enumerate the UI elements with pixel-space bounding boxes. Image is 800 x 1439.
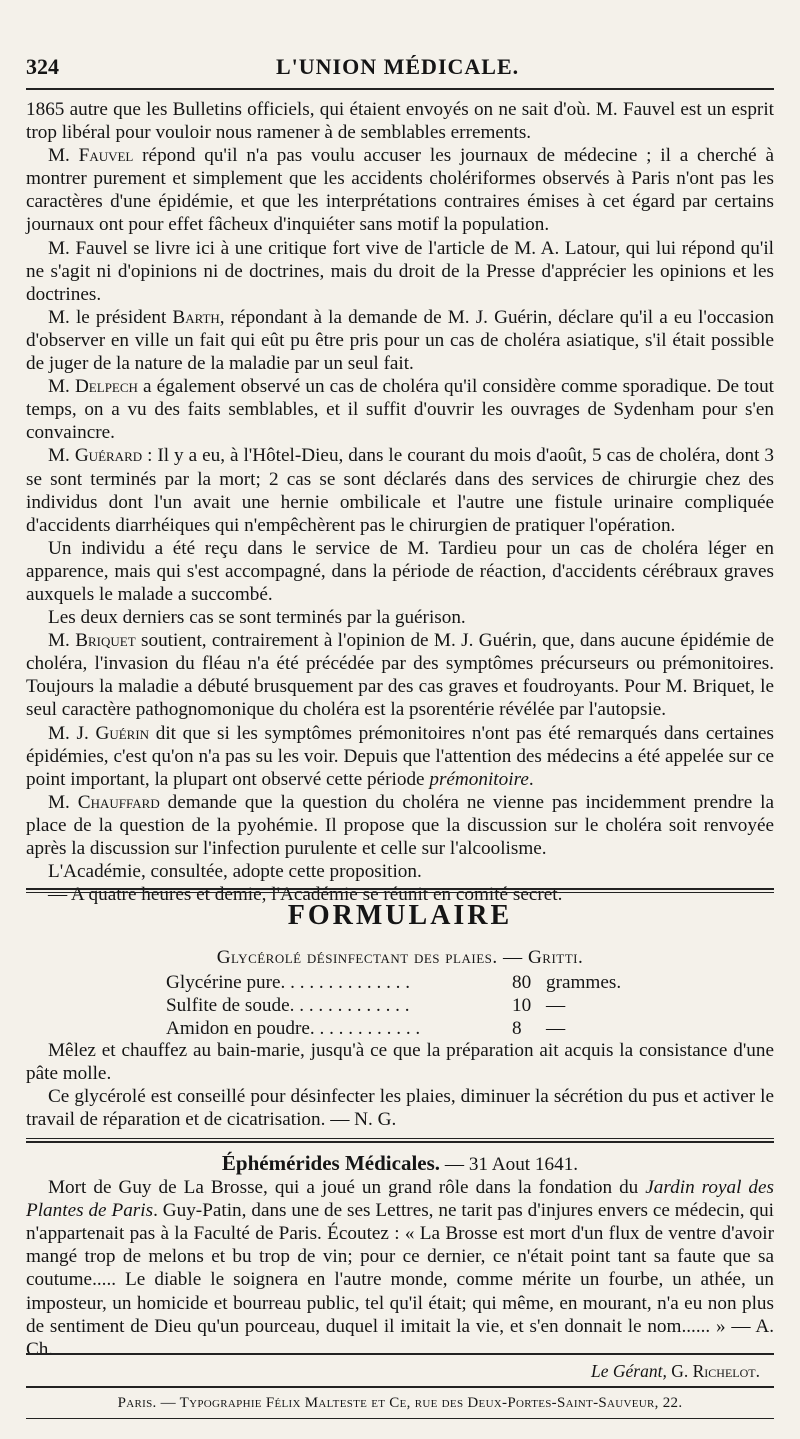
paragraph: M. le président Barth, répondant à la demande de M. J. Guérin, déclare qu'il a eu l'occasion d'observer en ville un fait qui eût pu être pris pour un cas de choléra asiatique, s'il était possible de juger de la nature de la maladie par un seul fait. (26, 306, 774, 375)
ingredient-row (26, 1017, 774, 1040)
speaker: M. Chauffard (48, 791, 160, 813)
speaker: M. Fauvel (48, 145, 134, 167)
ingredient-name: Glycérine pure. . . . . . . . . . . . . . (166, 972, 411, 993)
paragraph: M. Briquet soutient, contrairement à l'opinion de M. J. Guérin, que, dans aucune épidémie de choléra, l'invasion du fléau n'a été précédée par des symptômes précurseurs ou prémonitoires. Toujours la maladie a débuté brusquement par des cas graves et foudroyants. Pour M. Briquet, le seul caractère pathognomonique du choléra est la psorentérie révélée par l'autopsie. (26, 630, 774, 721)
section-rule (26, 1141, 774, 1143)
paragraph: Ce glycérolé est conseillé pour désinfecter les plaies, diminuer la sécrétion du pus et activer le travail de réparation et de cicatrisation. — N. G. (26, 1086, 774, 1130)
paragraph: — A quatre heures et demie, l'Académie se réunit en comité secret. (48, 884, 563, 906)
paragraph: M. Fauvel se livre ici à une critique fort vive de l'article de M. A. Latour, qui lui répond qu'il ne s'agit ni d'opinions ni de doctrines, mais du droit de la Presse d'apprécier les opinions et les doctrines. (26, 237, 774, 305)
formulaire-title: FORMULAIRE (287, 900, 513, 931)
ingredient-name: Amidon en poudre. . . . . . . . . . . . (166, 1018, 421, 1039)
ingredient-qty: 8 (512, 1018, 522, 1039)
running-title: L'UNION MÉDICALE. (276, 54, 520, 79)
page-header (26, 48, 774, 82)
ephemerides-date: — 31 Aout 1641. (444, 1154, 579, 1175)
paragraph: M. J. Guérin dit que si les symptômes prémonitoires n'ont pas été remarqués dans certaines épidémies, c'est qu'on n'a pas su les voir. Depuis que l'attention des médecins a été appelée sur ce point important, la plupart ont observé cette période prémonitoire. (26, 722, 774, 790)
paragraph: M. Delpech a également observé un cas de choléra qu'il considère comme sporadique. De tout temps, on a vu des faits semblables, et il suffit d'ouvrir les ouvrages de Sydenham pour s'en convaincre. (26, 376, 775, 444)
paragraph: Mort de Guy de La Brosse, qui a joué un grand rôle dans la fondation du Jardin royal des Plantes de Paris. Guy-Patin, dans une de ses Lettres, ne tarit pas d'injures envers ce médecin, qui n'appartenait pas à la Faculté de Paris. Écoutez : « La Brosse est mort d'un flux de ventre d'avoir mangé trop de melons et bu trop de vin; pour ce dernier, ce n'était point tant sa faute que sa coutume..... Le diable le soignera en l'autre monde, comme mérite un fourbe, un athée, un imposteur, un homicide et bourreau public, tel qu'il était; qui même, en mourant, n'a eu non plus de sentiment de Dieu qu'un pourceau, duquel il imitait la vie, et s'en donnait le nom...... » — A. Ch. (26, 1177, 775, 1360)
ingredient-qty: 10 (512, 995, 532, 1016)
speaker: M. Briquet (48, 630, 136, 652)
recipe-notes (26, 1039, 774, 1131)
printer-imprint: Paris. — Typographie Félix Malteste et Ce, rue des Deux-Portes-Saint-Sauveur, 22. (117, 1395, 683, 1411)
speaker: M. Delpech (48, 376, 138, 398)
paragraph: M. Chauffard demande que la question du choléra ne vienne pas incidemment prendre la place de la question de la pyohémie. Il propose que la discussion sur le choléra soit renvoyée après la discussion sur l'infection purulente et celle sur l'alcoolisme. (26, 791, 774, 859)
speaker: Barth (172, 306, 220, 328)
speaker: M. Guérard (48, 445, 143, 467)
speaker: M. J. Guérin (48, 722, 150, 744)
paragraph: L'Académie, consultée, adopte cette proposition. (48, 861, 422, 883)
section-rule-thin (26, 892, 774, 893)
section-rule-thin (26, 1138, 774, 1139)
paragraph: 1865 autre que les Bulletins officiels, qui étaient envoyés on ne sait d'où. M. Fauvel est un esprit trop libéral pour vouloir nous ramener à de semblables errements. (26, 99, 774, 144)
header-rule (26, 88, 774, 90)
ingredient-unit: — (546, 1018, 566, 1039)
ingredient-row (26, 971, 774, 994)
academy-discussion (26, 98, 774, 906)
formulaire-section (26, 946, 774, 1131)
footer-rule-thin (26, 1418, 774, 1419)
section-rule (26, 888, 774, 890)
ingredient-unit: grammes. (546, 972, 622, 993)
paragraph: Les deux derniers cas se sont terminés par la guérison. (48, 607, 466, 629)
page-number: 324 (26, 54, 59, 79)
paragraph: M. Fauvel répond qu'il n'a pas voulu accuser les journaux de médecine ; il a cherché à montrer purement et simplement que les accidents cholériformes observés à Paris n'ont pas les caractères d'une épidémie, et que les interprétations contraires émises à cet égard par certains journaux ont pour effet fâcheux d'inquiéter sans motif la population. (26, 145, 774, 236)
footer-rule (26, 1386, 774, 1388)
ingredient-list (26, 969, 774, 1039)
ingredient-unit: — (546, 995, 566, 1016)
ephemerides-heading (26, 1152, 774, 1176)
signature: Le Gérant, G. Richelot. (591, 1361, 760, 1381)
ingredient-name: Sulfite de soude. . . . . . . . . . . . . (166, 995, 410, 1016)
footer-rule (26, 1353, 774, 1355)
ingredient-row (26, 994, 774, 1017)
paragraph: Mêlez et chauffez au bain-marie, jusqu'à ce que la préparation ait acquis la consistance d'une pâte molle. (26, 1040, 774, 1084)
ephemerides-title: Éphémérides Médicales. (221, 1151, 441, 1175)
paragraph: Un individu a été reçu dans le service de M. Tardieu pour un cas de choléra léger en apparence, mais qui s'est accompagné, dans la période de réaction, d'accidents cérébraux graves auxquels le malade a succombé. (26, 537, 774, 605)
ingredient-qty: 80 (512, 972, 532, 993)
paragraph: M. Guérard : Il y a eu, à l'Hôtel-Dieu, dans le courant du mois d'août, 5 cas de choléra, dont 3 se sont terminés par la mort; 2 cas se sont déclarés dans des services de chirurgie chez des individus dont l'un avait une hernie ombilicale et l'autre une fistule urinaire compliquée d'accidents diarrhéiques qui n'empêchèrent pas le chirurgien de pratiquer l'opération. (26, 445, 774, 536)
recipe-title: Glycérolé désinfectant des plaies. — Gritti. (216, 947, 584, 968)
ephemerides-section (26, 1152, 774, 1361)
